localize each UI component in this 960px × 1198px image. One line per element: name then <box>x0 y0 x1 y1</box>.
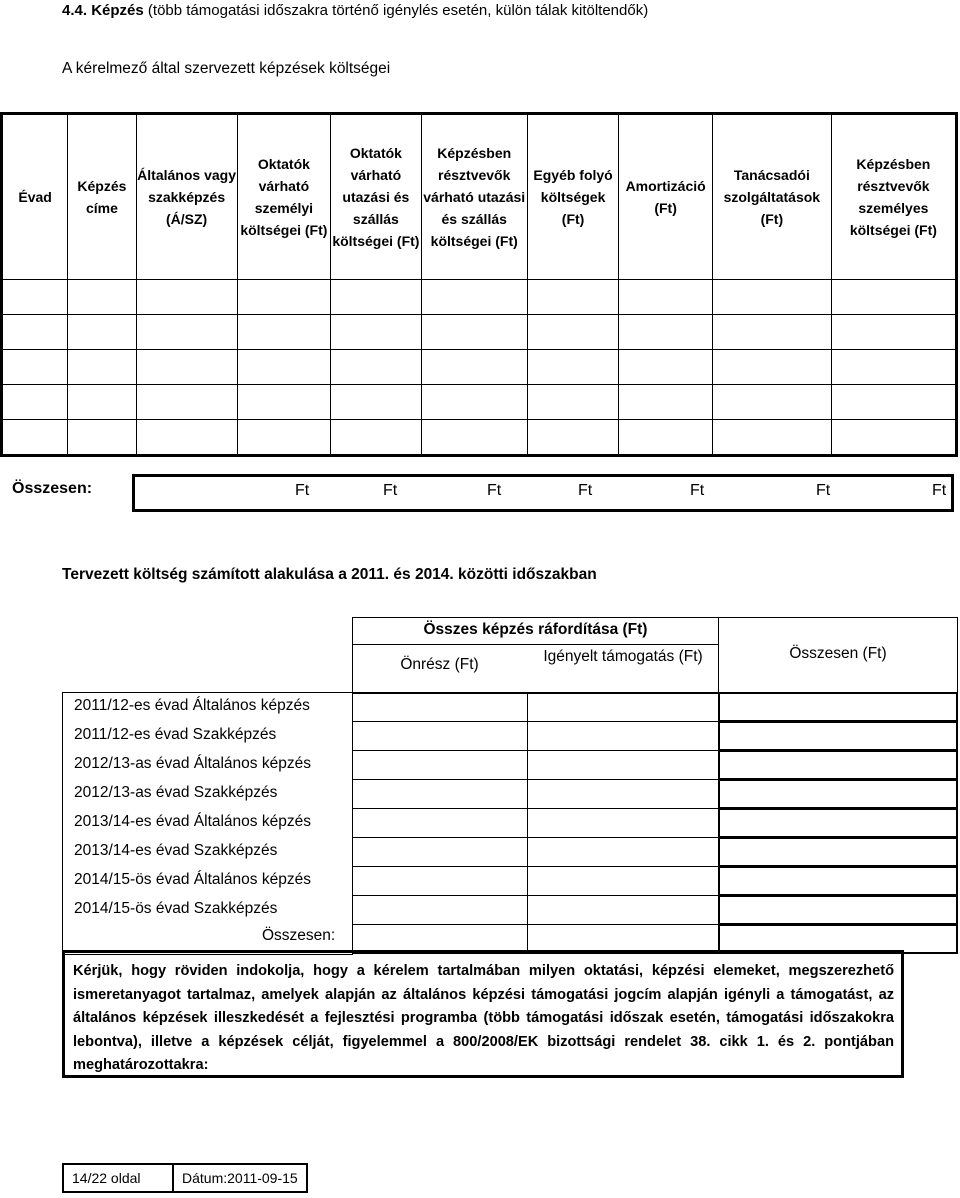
total-unit: Ft <box>487 482 502 499</box>
cost-table-body <box>2 280 957 456</box>
group-header: Összes képzés ráfordítása (Ft) <box>423 621 648 638</box>
cost-input-cell[interactable] <box>331 280 421 315</box>
cost-input-cell[interactable] <box>421 385 527 420</box>
col-header: Tanácsadói szolgáltatások (Ft) <box>712 114 831 280</box>
cost-input-cell[interactable] <box>68 420 136 456</box>
cost-input-cell[interactable] <box>527 315 619 350</box>
onresz-cell[interactable] <box>352 692 528 722</box>
col-osszesen: Összesen (Ft) <box>789 645 887 662</box>
cost-input-cell[interactable] <box>2 315 68 350</box>
col-onresz: Önrész (Ft) <box>400 656 479 673</box>
cost-input-cell[interactable] <box>712 350 831 385</box>
page-number: 14/22 oldal <box>62 1163 174 1193</box>
cost-input-cell[interactable] <box>421 420 527 456</box>
cost-input-cell[interactable] <box>421 280 527 315</box>
cost-input-cell[interactable] <box>331 350 421 385</box>
season-row-label: 2011/12-es évad Általános képzés <box>74 697 310 714</box>
cost-input-cell[interactable] <box>712 385 831 420</box>
cost-table-row <box>2 315 957 350</box>
cost-input-cell[interactable] <box>619 315 713 350</box>
cost-input-cell[interactable] <box>136 280 237 315</box>
section2-total-label: Összesen: <box>262 927 336 944</box>
onresz-cell[interactable] <box>352 779 528 809</box>
cost-input-cell[interactable] <box>331 315 421 350</box>
total-unit: Ft <box>690 482 705 499</box>
cost-input-cell[interactable] <box>237 280 331 315</box>
subheading: A kérelmező által szervezett képzések költségei <box>62 60 391 77</box>
onresz-cell[interactable] <box>352 721 528 751</box>
cost-table-row <box>2 420 957 456</box>
osszesen-cell[interactable] <box>718 721 958 751</box>
col-header: Oktatók várható utazási és szállás költségei (Ft) <box>331 114 421 280</box>
section2-title: Tervezett költség számított alakulása a 2011. és 2014. közötti időszakban <box>62 566 597 583</box>
cost-input-cell[interactable] <box>237 420 331 456</box>
cost-input-cell[interactable] <box>619 280 713 315</box>
osszesen-cell[interactable] <box>718 895 958 925</box>
justification-prompt: Kérjük, hogy röviden indokolja, hogy a kérelem tartalmában milyen oktatási, képzési elemeket, megszerezhető ismeretanyagot tartalmaz, amelyek alapján az általános képzési támogatási jogcím alapján igényli a támogatást, az általános képzések illeszkedését a fejlesztési programba (több támogatási időszak esetén, támogatási időszakokra lebontva), illetve a képzések célját, figyelemmel a 800/2008/EK bizottsági rendelet 38. cikk 1. és 2. pontjában meghatározottakra: <box>62 950 904 1078</box>
col-header: Képzésben résztvevők várható utazási és szállás költségei (Ft) <box>421 114 527 280</box>
cost-input-cell[interactable] <box>136 315 237 350</box>
cost-input-cell[interactable] <box>619 420 713 456</box>
igenyelt-cell[interactable] <box>527 808 719 838</box>
season-row-label: 2014/15-ös évad Szakképzés <box>74 900 278 917</box>
cost-input-cell[interactable] <box>619 350 713 385</box>
col-header: Oktatók várható személyi költségei (Ft) <box>237 114 331 280</box>
col-header: Képzés címe <box>68 114 136 280</box>
total-row[interactable] <box>132 474 954 512</box>
cost-table-header <box>2 114 957 280</box>
onresz-cell[interactable] <box>352 808 528 838</box>
total-unit: Ft <box>578 482 593 499</box>
igenyelt-cell[interactable] <box>527 721 719 751</box>
season-row-label: 2012/13-as évad Szakképzés <box>74 784 278 801</box>
col-header: Általános vagy szakképzés (Á/SZ) <box>136 114 237 280</box>
cost-input-cell[interactable] <box>136 385 237 420</box>
total-unit: Ft <box>295 482 310 499</box>
cost-input-cell[interactable] <box>527 385 619 420</box>
cost-input-cell[interactable] <box>2 385 68 420</box>
cost-input-cell[interactable] <box>712 280 831 315</box>
cost-input-cell[interactable] <box>331 385 421 420</box>
total-unit: Ft <box>932 482 947 499</box>
cost-input-cell[interactable] <box>831 420 956 456</box>
cost-input-cell[interactable] <box>421 350 527 385</box>
igenyelt-cell[interactable] <box>527 895 719 925</box>
osszesen-cell[interactable] <box>718 692 958 722</box>
onresz-cell[interactable] <box>352 750 528 780</box>
igenyelt-cell[interactable] <box>527 866 719 896</box>
cost-input-cell[interactable] <box>831 280 956 315</box>
cost-table-row <box>2 280 957 315</box>
col-igenyelt: Igényelt támogatás (Ft) <box>543 648 703 665</box>
total-unit: Ft <box>383 482 398 499</box>
cost-input-cell[interactable] <box>136 420 237 456</box>
cost-input-cell[interactable] <box>527 280 619 315</box>
section-title: Képzés <box>91 2 144 19</box>
cost-input-cell[interactable] <box>237 350 331 385</box>
cost-table-row <box>2 350 957 385</box>
igenyelt-cell[interactable] <box>527 837 719 867</box>
col-header: Egyéb folyó költségek (Ft) <box>527 114 619 280</box>
cost-input-cell[interactable] <box>331 420 421 456</box>
cost-input-cell[interactable] <box>237 385 331 420</box>
cost-input-cell[interactable] <box>68 350 136 385</box>
section-note: (több támogatási időszakra történő igénylés esetén, külön tálak kitöltendők) <box>147 2 649 19</box>
section-heading <box>62 2 648 19</box>
section-number: 4.4. <box>62 2 88 19</box>
cost-input-cell[interactable] <box>2 350 68 385</box>
igenyelt-cell[interactable] <box>527 779 719 809</box>
igenyelt-cell[interactable] <box>527 692 719 722</box>
onresz-cell[interactable] <box>352 866 528 896</box>
cost-table-row <box>2 385 957 420</box>
cost-input-cell[interactable] <box>831 385 956 420</box>
col-header: Amortizáció (Ft) <box>619 114 713 280</box>
cost-input-cell[interactable] <box>421 315 527 350</box>
season-row-label: 2012/13-as évad Általános képzés <box>74 755 311 772</box>
osszesen-cell[interactable] <box>718 779 958 809</box>
cost-input-cell[interactable] <box>136 350 237 385</box>
cost-input-cell[interactable] <box>237 315 331 350</box>
season-row-label: 2013/14-es évad Általános képzés <box>74 813 311 830</box>
cost-input-cell[interactable] <box>527 420 619 456</box>
cost-table <box>0 112 958 457</box>
season-row-label: 2014/15-ös évad Általános képzés <box>74 871 311 888</box>
cost-input-cell[interactable] <box>2 280 68 315</box>
col-header: Képzésben résztvevők személyes költségei (Ft) <box>831 114 956 280</box>
cost-input-cell[interactable] <box>527 350 619 385</box>
cost-input-cell[interactable] <box>68 385 136 420</box>
cost-input-cell[interactable] <box>2 420 68 456</box>
cost-input-cell[interactable] <box>831 350 956 385</box>
total-unit: Ft <box>816 482 831 499</box>
date-field: Dátum:2011-09-15 <box>174 1163 308 1193</box>
cost-input-cell[interactable] <box>712 420 831 456</box>
cost-input-cell[interactable] <box>712 315 831 350</box>
col-header: Évad <box>2 114 68 280</box>
igenyelt-cell[interactable] <box>527 750 719 780</box>
osszesen-cell[interactable] <box>718 808 958 838</box>
cost-input-cell[interactable] <box>619 385 713 420</box>
cost-input-cell[interactable] <box>831 315 956 350</box>
cost-input-cell[interactable] <box>68 315 136 350</box>
total-label: Összesen: <box>12 480 93 497</box>
onresz-cell[interactable] <box>352 837 528 867</box>
osszesen-cell[interactable] <box>718 837 958 867</box>
osszesen-cell[interactable] <box>718 866 958 896</box>
season-row-label: 2013/14-es évad Szakképzés <box>74 842 278 859</box>
osszesen-cell[interactable] <box>718 750 958 780</box>
onresz-cell[interactable] <box>352 895 528 925</box>
cost-input-cell[interactable] <box>68 280 136 315</box>
season-row-label: 2011/12-es évad Szakképzés <box>74 726 277 743</box>
